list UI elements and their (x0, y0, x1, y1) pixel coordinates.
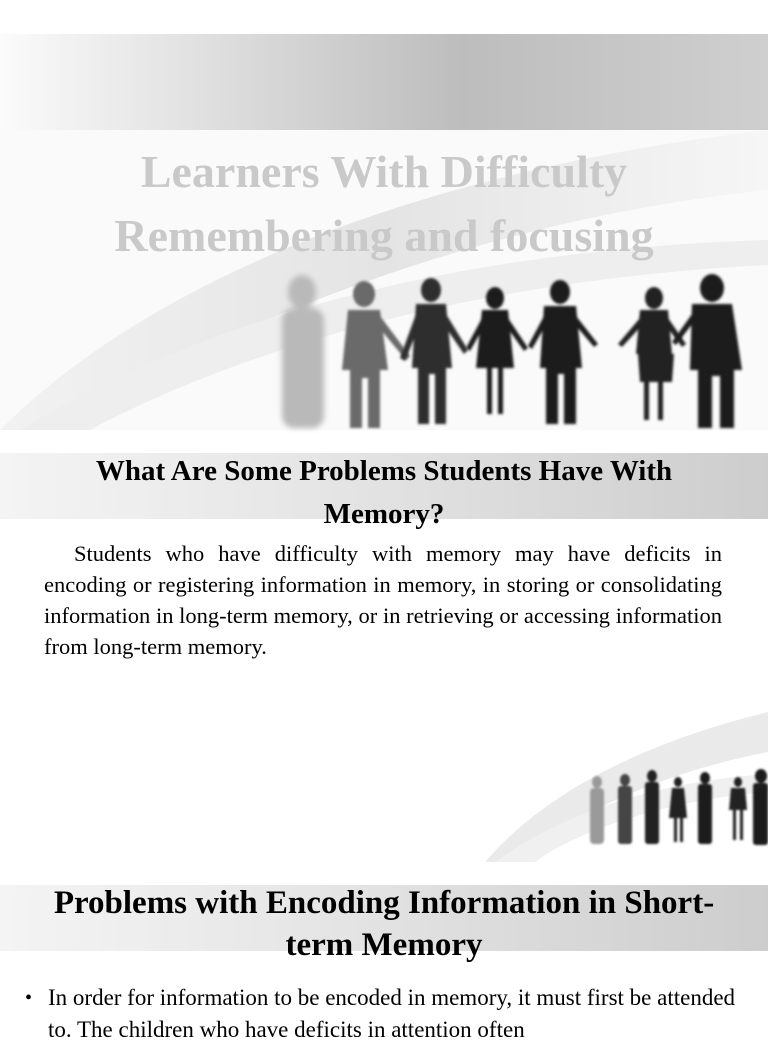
slide-heading: What Are Some Problems Students Have With Memory? (95, 455, 673, 530)
header-gradient-band (0, 34, 768, 130)
slide-encoding-problems (0, 882, 768, 1042)
slide-title-text (0, 140, 768, 268)
slide-body-text: Students who have difficulty with memory may have deficits in encoding or registering information in memory, in storing or consolidating information in long-term memory, or in retrieving or accessing information from long-term memory. (44, 541, 722, 659)
slide-memory-problems (0, 450, 768, 862)
bullet-item (22, 982, 752, 1046)
people-holding-hands-image (485, 712, 768, 862)
bullet-text: In order for information to be encoded in memory, it must first be attended to. The children who have deficits in attention often (48, 985, 736, 1042)
bullet-list (22, 982, 752, 1046)
people-holding-hands-image (230, 270, 768, 434)
title-line-1: Learners With Difficulty (140, 146, 628, 197)
slide-heading: Problems with Encoding Information in Short-term Memory (53, 885, 715, 963)
title-line-2: Remembering and focusing (114, 210, 654, 261)
slide-title (0, 34, 768, 430)
bullet-dot-icon: • (25, 987, 33, 1009)
